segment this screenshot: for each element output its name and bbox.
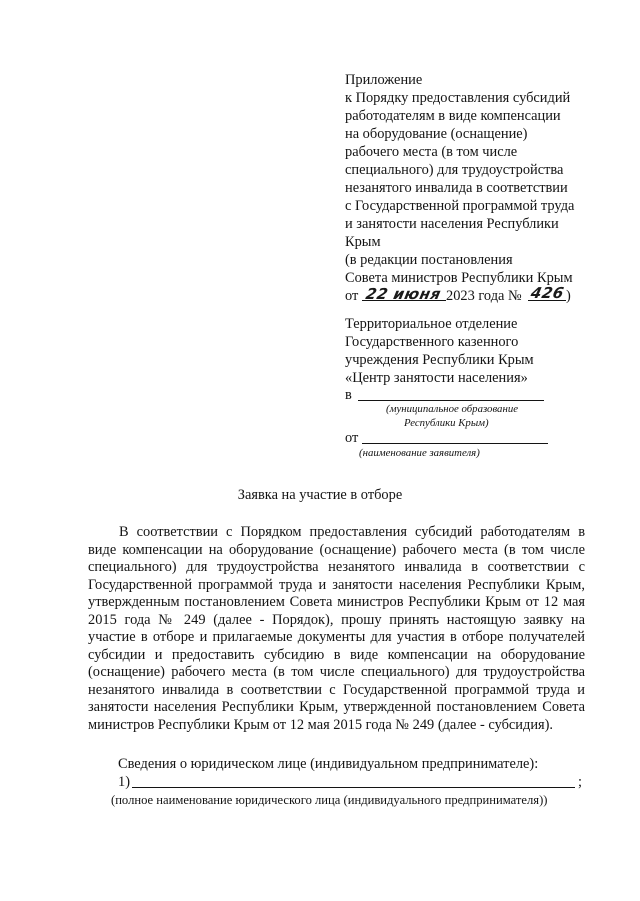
- appendix-line: (в редакции постановления: [345, 252, 513, 268]
- applicant-field-line: [362, 443, 548, 444]
- municipality-caption: (муниципальное образование: [386, 403, 519, 415]
- appendix-line: Крым: [345, 234, 381, 250]
- entity-item-end: ;: [578, 774, 582, 790]
- entity-name-field-line: [132, 787, 575, 788]
- appendix-line: на оборудование (оснащение): [345, 126, 528, 142]
- addressee-line: учреждения Республики Крым: [345, 352, 534, 368]
- appendix-line: Совета министров Республики Крым: [345, 270, 573, 286]
- addressee-line: Государственного казенного: [345, 334, 519, 350]
- appendix-date-middle: 2023 года №: [446, 288, 522, 304]
- addressee-from-prefix: от: [345, 430, 359, 446]
- document-title: Заявка на участие в отборе: [237, 487, 403, 503]
- appendix-line: с Государственной программой труда: [345, 198, 575, 214]
- appendix-line: рабочего места (в том числе: [345, 144, 518, 160]
- municipality-caption: Республики Крым): [404, 417, 489, 429]
- handwritten-number: 426: [529, 284, 566, 302]
- appendix-line: и занятости населения Республики: [345, 216, 559, 232]
- appendix-line: к Порядку предоставления субсидий: [345, 90, 571, 106]
- appendix-date-suffix: ): [566, 288, 571, 304]
- handwritten-date: 22 июня: [364, 285, 443, 303]
- appendix-line: работодателям в виде компенсации: [345, 108, 561, 124]
- addressee-line: «Центр занятости населения»: [345, 370, 528, 386]
- appendix-line: специального) для трудоустройства: [345, 162, 564, 178]
- appendix-line: незанятого инвалида в соответствии: [345, 180, 568, 196]
- addressee-line: Территориальное отделение: [345, 316, 518, 332]
- entity-info-heading: Сведения о юридическом лице (индивидуальном предпринимателе):: [118, 756, 539, 772]
- municipality-field-line: [358, 400, 544, 401]
- appendix-line: Приложение: [345, 72, 423, 88]
- applicant-caption: (наименование заявителя): [359, 447, 480, 459]
- addressee-in-prefix: в: [345, 387, 352, 403]
- entity-name-caption: (полное наименование юридического лица (индивидуального предпринимателя)): [111, 793, 548, 807]
- body-paragraph: В соответствии с Порядком предоставления субсидий работодателям в виде компенсации на оборудование (оснащение) рабочего места (в том числе специального) для трудоустройства незанятого инвалида в соответствии с Государственной программой труда и занятости населения Республики Крым, утвержденным постановлением Совета министров Республики Крым от 12 мая 2015 года № 249 (далее - Порядок), прошу принять настоящую заявку на участие в отборе и прилагаемые документы для участия в отборе получателей субсидии и предоставить субсидию в виде компенсации на оборудование (оснащение) рабочего места (в том числе специального) для трудоустройства незанятого инвалида в соответствии с Государственной программой труда и занятости населения Республики Крым, утвержденной постановлением Совета министров Республики Крым от 12 мая 2015 года № 249 (далее - субсидия).: [88, 524, 585, 733]
- entity-item-number: 1): [118, 774, 130, 790]
- appendix-date-prefix: от: [345, 288, 359, 304]
